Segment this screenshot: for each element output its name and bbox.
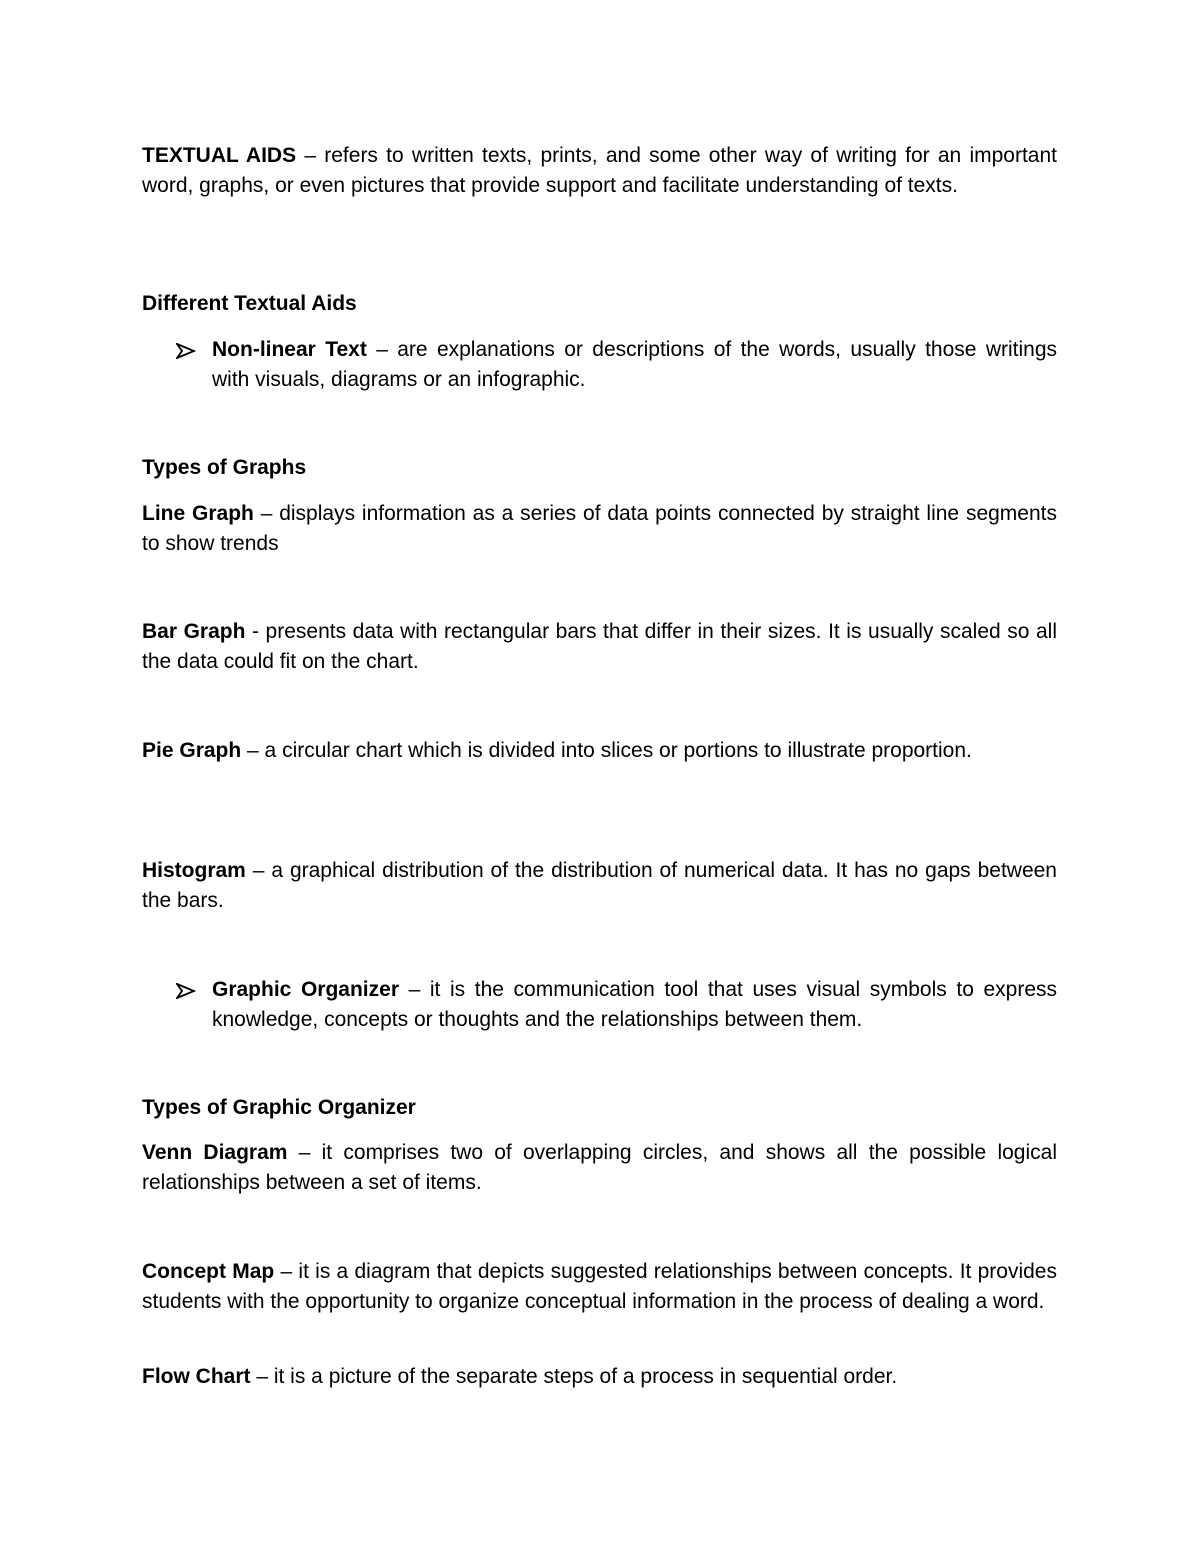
definition-text: – refers to written texts, prints, and some other way of writing for an important word, graphs, or even pictures that provide support and facilitate understanding of texts.: [142, 144, 1057, 197]
definition-term: Venn Diagram: [142, 1141, 288, 1164]
definition-term: Concept Map: [142, 1260, 275, 1283]
textual-aids-definition: [142, 141, 1057, 200]
bullet-description: – are explanations or descriptions of the words, usually those writings with visuals, diagrams or an infographic.: [212, 338, 1057, 391]
definition-flow-chart: [142, 1362, 1057, 1392]
arrowhead-bullet-icon: [176, 983, 196, 999]
definition-histogram: [142, 856, 1057, 915]
definition-text: – a circular chart which is divided into slices or portions to illustrate proportion.: [241, 739, 972, 762]
definition-venn-diagram: [142, 1138, 1057, 1197]
bullet-item-graphic-organizer: [142, 975, 1057, 1034]
definition-term: Line Graph: [142, 502, 254, 525]
arrowhead-bullet-icon: [176, 343, 196, 359]
definition-bar-graph: [142, 617, 1057, 676]
definition-line-graph: [142, 499, 1057, 558]
definition-term: Flow Chart: [142, 1365, 251, 1388]
definition-term: TEXTUAL AIDS: [142, 144, 297, 167]
definition-pie-graph: [142, 736, 1057, 766]
bullet-item-non-linear-text: [142, 335, 1057, 394]
bullet-text: [212, 975, 1057, 1034]
definition-text: – a graphical distribution of the distribution of numerical data. It has no gaps between the bars.: [142, 859, 1057, 912]
bullet-term: Non-linear Text: [212, 338, 367, 361]
definition-term: Histogram: [142, 859, 246, 882]
section-heading-types-of-graphic-organizer: Types of Graphic Organizer: [142, 1096, 416, 1119]
definition-term: Bar Graph: [142, 620, 246, 643]
definition-concept-map: [142, 1257, 1057, 1316]
definition-text: – it comprises two of overlapping circles, and shows all the possible logical relationships between a set of items.: [142, 1141, 1057, 1194]
definition-text: - presents data with rectangular bars that differ in their sizes. It is usually scaled so all the data could fit on the chart.: [142, 620, 1057, 673]
bullet-term: Graphic Organizer: [212, 978, 399, 1001]
section-heading-types-of-graphs: Types of Graphs: [142, 456, 307, 479]
definition-text: – it is a picture of the separate steps of a process in sequential order.: [250, 1365, 898, 1388]
definition-text: – displays information as a series of data points connected by straight line segments to show trends: [142, 502, 1057, 555]
bullet-text: [212, 335, 1057, 394]
definition-term: Pie Graph: [142, 739, 242, 762]
section-heading-different-textual-aids: Different Textual Aids: [142, 292, 357, 315]
bullet-description: – it is the communication tool that uses visual symbols to express knowledge, concepts or thoughts and the relationships between them.: [212, 978, 1058, 1031]
definition-text: – it is a diagram that depicts suggested relationships between concepts. It provides students with the opportunity to organize conceptual information in the process of dealing a word.: [142, 1260, 1057, 1313]
